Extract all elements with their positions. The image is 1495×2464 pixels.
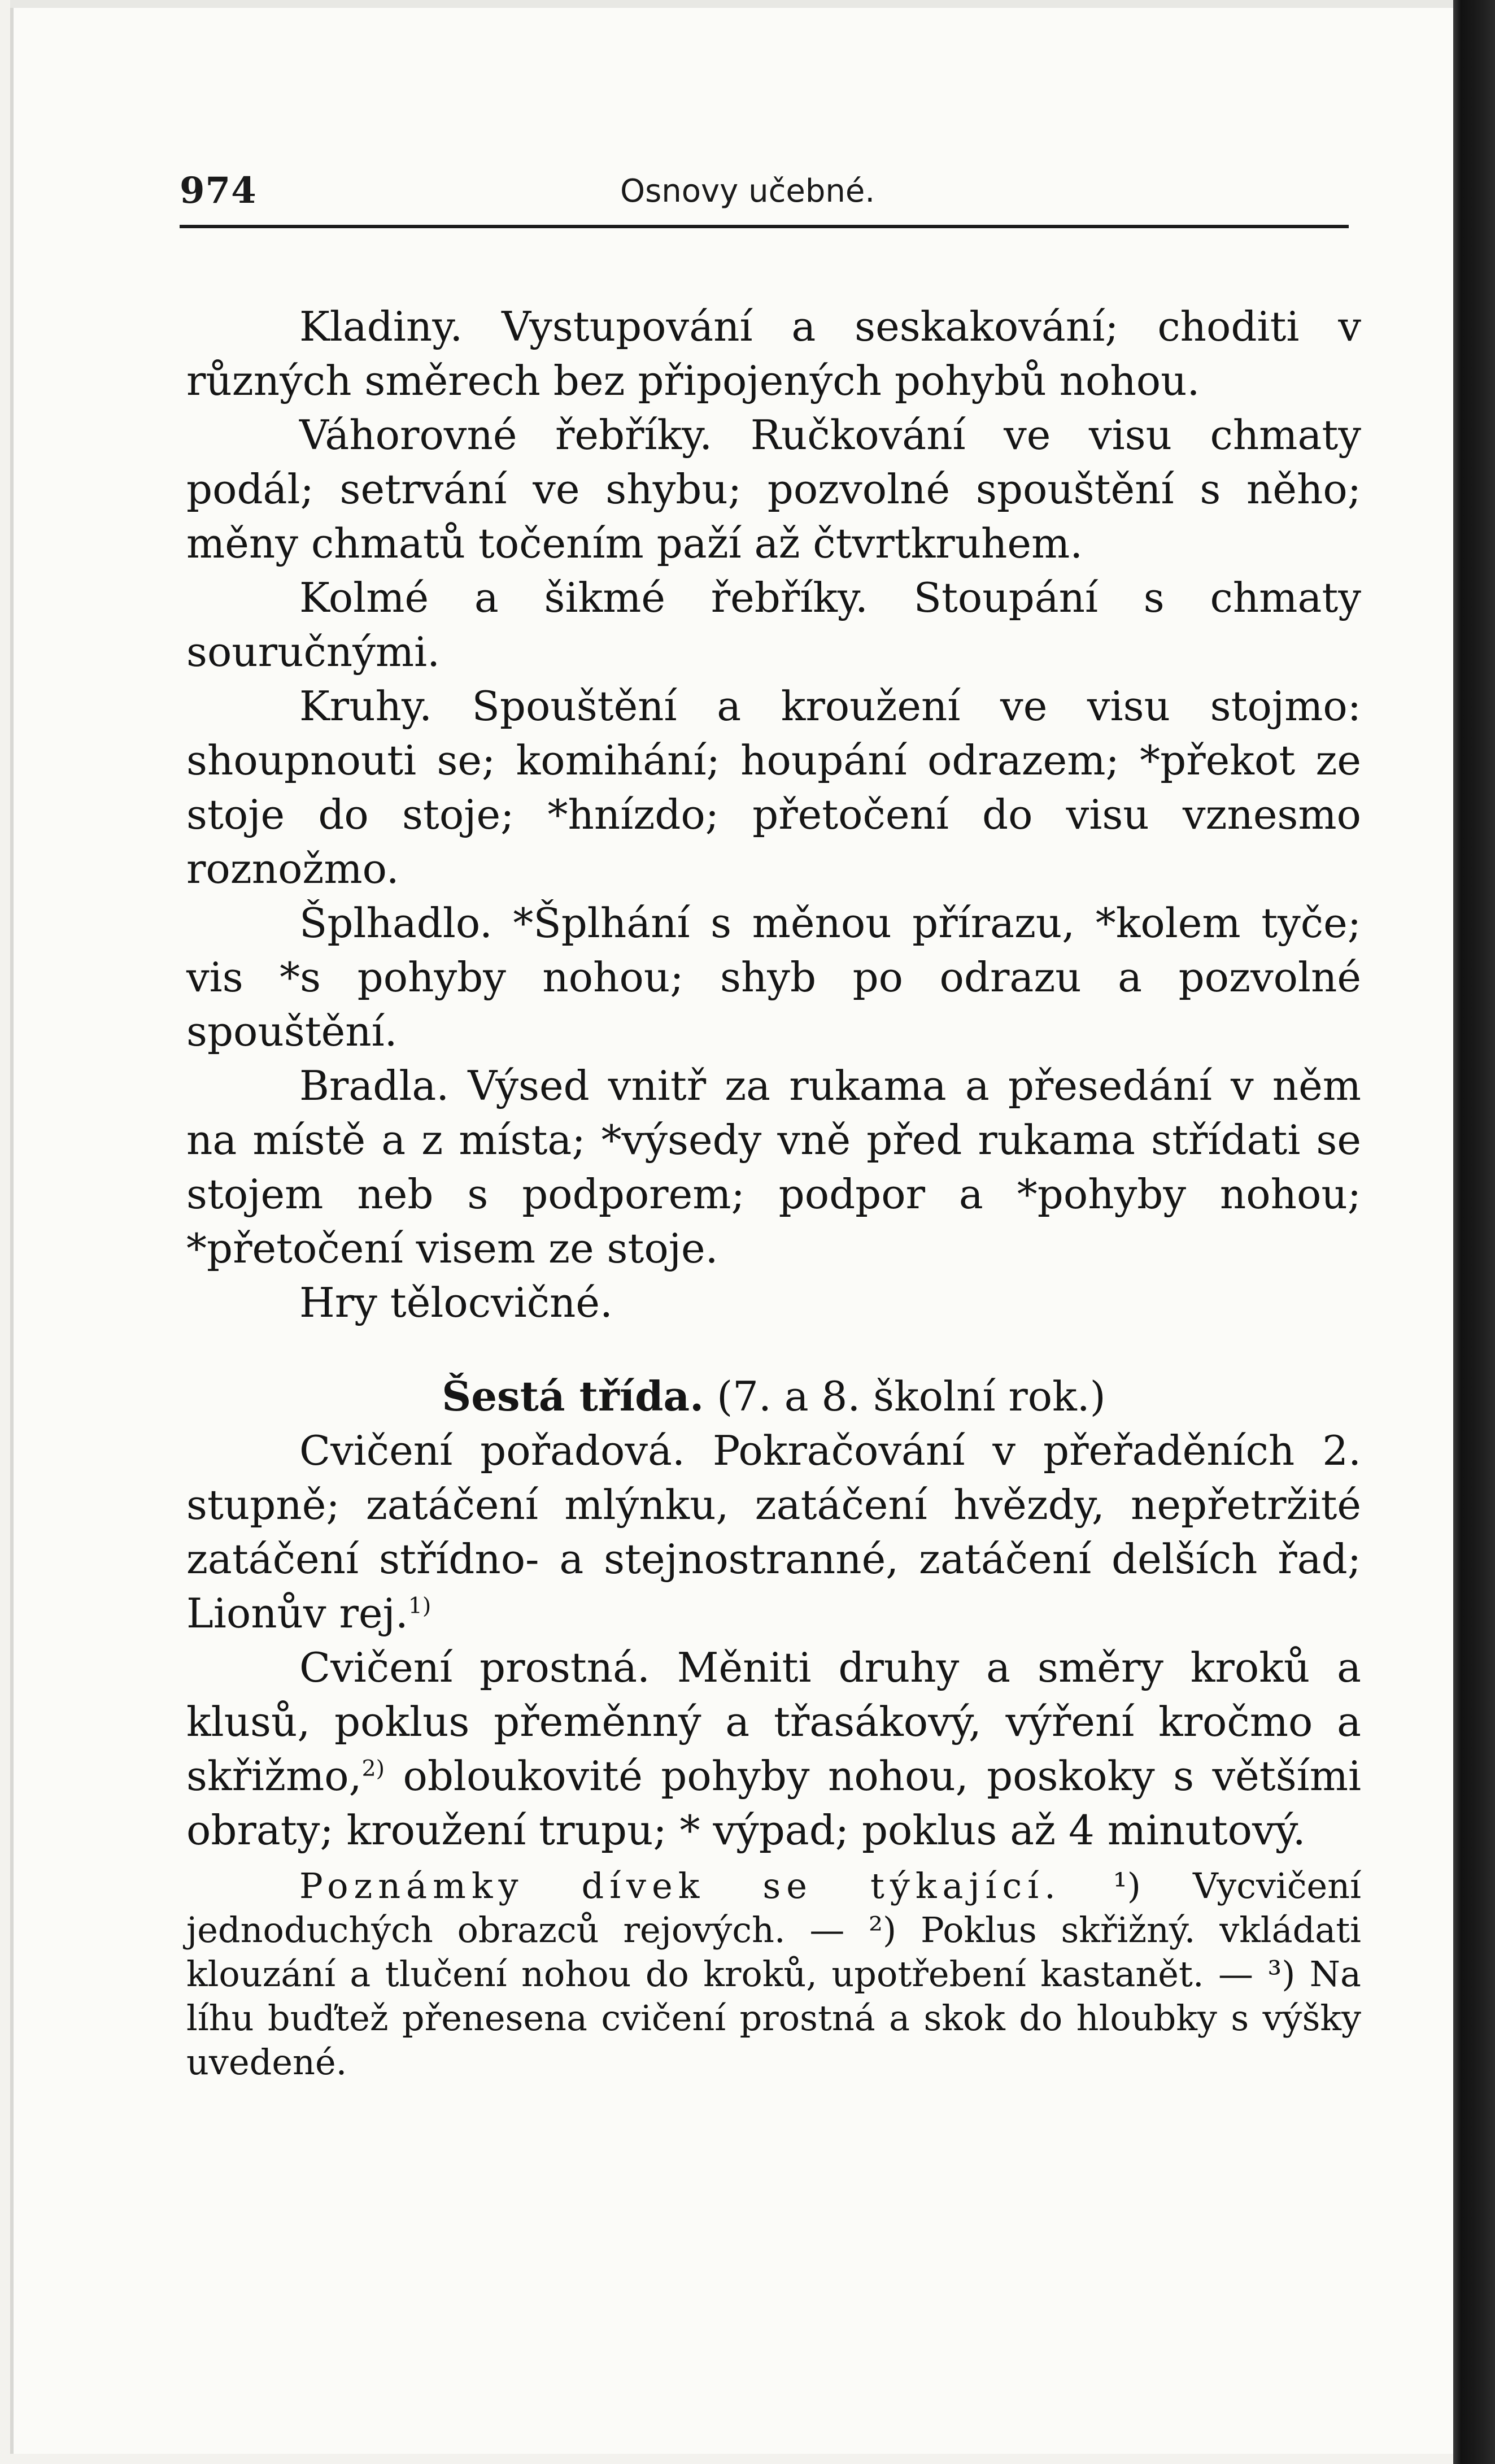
paragraph-cviceni-prostna xyxy=(186,1640,1361,1857)
running-head: Osnovy učebné. xyxy=(620,173,875,210)
notes-label: Poznámky dívek se týkající. xyxy=(299,1865,1061,1906)
notes-text: ¹) Vycvičení jednoduchých obrazců rejových. — ²) Poklus skřižný. vkládati klouzání a tlučení nohou do kroků, upotřebení kastanět. — ³) Na líhu buďtež přenesena cvičení prostná a skok do hloubky s výšky uvedené. xyxy=(186,1865,1361,2083)
header-rule xyxy=(180,225,1349,228)
paragraph-kruhy: Kruhy. Spouštění a kroužení ve visu stojmo: shoupnouti se; komihání; houpání odrazem; *překot ze stoje do stoje; *hnízdo; přetočení do visu vznesmo roznožmo. xyxy=(186,682,1361,893)
paragraph-cviceni-poradova xyxy=(186,1423,1361,1640)
paragraph-cviceni-prostna-text-b: obloukovité pohyby nohou, poskoky s většími obraty; kroužení trupu; * výpad; poklus až 4 minutový. xyxy=(186,1752,1361,1854)
paragraph-kladiny: Kladiny. Vystupování a seskakování; choditi v různých směrech bez připojených pohybů nohou. xyxy=(186,303,1361,404)
section-heading xyxy=(186,1369,1361,1423)
paragraph-bradla: Bradla. Výsed vnitř za rukama a přesedání v něm na místě a z místa; *výsedy vně před rukama střídati se stojem neb s podporem; podpor a *pohyby nohou; *přetočení visem ze stoje. xyxy=(186,1062,1361,1272)
paragraph-hry: Hry tělocvičné. xyxy=(299,1279,613,1326)
page-top-shade xyxy=(10,0,1453,8)
page-number: 974 xyxy=(180,169,257,212)
section-subtitle: (7. a 8. školní rok.) xyxy=(717,1373,1106,1420)
paragraph-cviceni-prostna-text-a: Cvičení prostná. Měniti druhy a směry kroků a klusů, poklus přeměnný a třasákový, výření kročmo a skřižmo, xyxy=(186,1644,1361,1800)
paragraph-cviceni-poradova-text: Cvičení pořadová. Pokračování v přeřaděních 2. stupně; zatáčení mlýnku, zatáčení hvězdy, nepřetržité zatáčení střídno- a stejnostranné, zatáčení delších řad; Lionův rej. xyxy=(186,1427,1361,1637)
page-header xyxy=(180,169,1349,226)
book-spine-edge xyxy=(1453,0,1495,2464)
paragraph-vahorovne-rebriky: Váhorovné řebříky. Ručkování ve visu chmaty podál; setrvání ve shybu; pozvolné spouštění s něho; měny chmatů točením paží až čtvrtkruhem. xyxy=(186,411,1361,567)
paragraph-kolme-rebriky: Kolmé a šikmé řebříky. Stoupání s chmaty souručnými. xyxy=(186,574,1361,676)
footnote-ref-1: 1) xyxy=(408,1593,431,1619)
paragraph-splhadlo: Šplhadlo. *Šplhání s měnou přírazu, *kolem tyče; vis *s pohyby nohou; shyb po odrazu a pozvolné spouštění. xyxy=(186,899,1361,1055)
section-title: Šestá třída. xyxy=(442,1372,704,1420)
footnote-ref-2: 2) xyxy=(361,1756,385,1782)
notes-paragraph xyxy=(186,1864,1361,2084)
page-content xyxy=(186,299,1361,2119)
